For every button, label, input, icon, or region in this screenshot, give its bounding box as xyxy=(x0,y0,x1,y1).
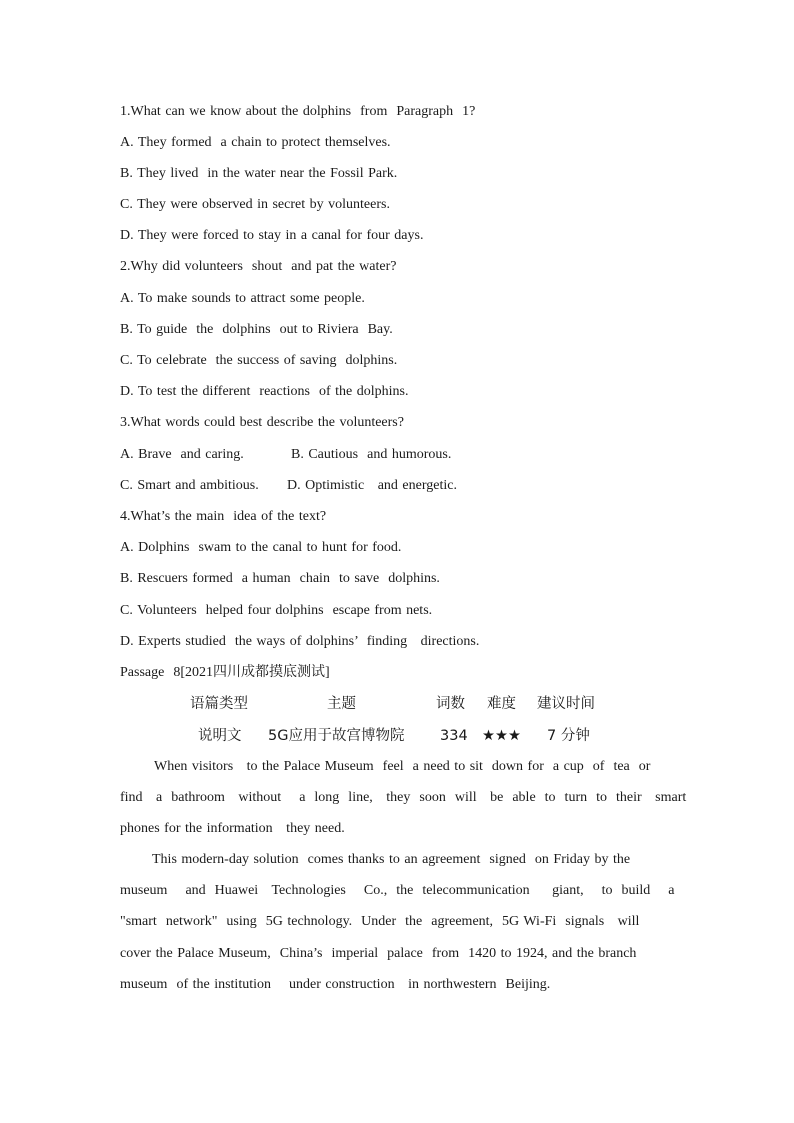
table-header-topic: 主题 xyxy=(327,696,356,712)
paragraph-1-line-3: phones for the information they need. xyxy=(120,821,345,836)
question-2-option-d: D. To test the different reactions of the dolphins. xyxy=(120,384,409,399)
question-1-option-a: A. They formed a chain to protect themselves. xyxy=(120,135,391,150)
table-value-topic: 5G应用于故宫博物院 xyxy=(268,728,405,744)
question-3-option-d: D. Optimistic and energetic. xyxy=(287,478,457,493)
paragraph-2-line-2: museum and Huawei Technologies Co., the telecommunication giant, to build a xyxy=(120,883,675,898)
passage-heading: Passage 8[2021四川成都摸底测试] xyxy=(120,665,330,680)
paragraph-2-line-3: "smart network" using 5G technology. Under the agreement, 5G Wi-Fi signals will xyxy=(120,914,640,929)
question-1-option-d: D. They were forced to stay in a canal for four days. xyxy=(120,228,424,243)
question-1-option-b: B. They lived in the water near the Fossil Park. xyxy=(120,166,398,181)
paragraph-2-line-4: cover the Palace Museum, China’s imperial palace from 1420 to 1924, and the branch xyxy=(120,946,637,961)
question-4-option-b: B. Rescuers formed a human chain to save dolphins. xyxy=(120,571,440,586)
table-header-word-count: 词数 xyxy=(436,696,465,712)
table-value-suggested-time: 7 分钟 xyxy=(547,728,590,744)
question-4-stem: 4.What’s the main idea of the text? xyxy=(120,509,327,524)
question-1-stem: 1.What can we know about the dolphins from Paragraph 1? xyxy=(120,104,476,119)
question-2-option-b: B. To guide the dolphins out to Riviera Bay. xyxy=(120,322,393,337)
table-header-difficulty: 难度 xyxy=(487,696,516,712)
table-header-suggested-time: 建议时间 xyxy=(537,696,595,712)
paragraph-2-line-5: museum of the institution under construction in northwestern Beijing. xyxy=(120,977,551,992)
question-3-stem: 3.What words could best describe the volunteers? xyxy=(120,415,404,430)
question-4-option-c: C. Volunteers helped four dolphins escape from nets. xyxy=(120,603,433,618)
question-3-option-c: C. Smart and ambitious. xyxy=(120,478,259,493)
question-3-option-a: A. Brave and caring. xyxy=(120,447,244,462)
question-2-option-c: C. To celebrate the success of saving dolphins. xyxy=(120,353,398,368)
question-3-option-b: B. Cautious and humorous. xyxy=(291,447,452,462)
question-4-option-d: D. Experts studied the ways of dolphins’ finding directions. xyxy=(120,634,480,649)
table-value-genre: 说明文 xyxy=(198,728,242,744)
question-2-stem: 2.Why did volunteers shout and pat the water? xyxy=(120,259,397,274)
question-2-option-a: A. To make sounds to attract some people. xyxy=(120,291,365,306)
table-header-genre: 语篇类型 xyxy=(190,696,248,712)
paragraph-1-line-1: When visitors to the Palace Museum feel a need to sit down for a cup of tea or xyxy=(154,759,651,774)
question-4-option-a: A. Dolphins swam to the canal to hunt for food. xyxy=(120,540,402,555)
table-value-word-count: 334 xyxy=(440,728,468,744)
paragraph-2-line-1: This modern-day solution comes thanks to an agreement signed on Friday by the xyxy=(152,852,631,867)
paragraph-1-line-2: find a bathroom without a long line, they soon will be able to turn to their smart xyxy=(120,790,687,805)
question-1-option-c: C. They were observed in secret by volunteers. xyxy=(120,197,390,212)
table-value-difficulty: ★★★ xyxy=(482,728,521,744)
